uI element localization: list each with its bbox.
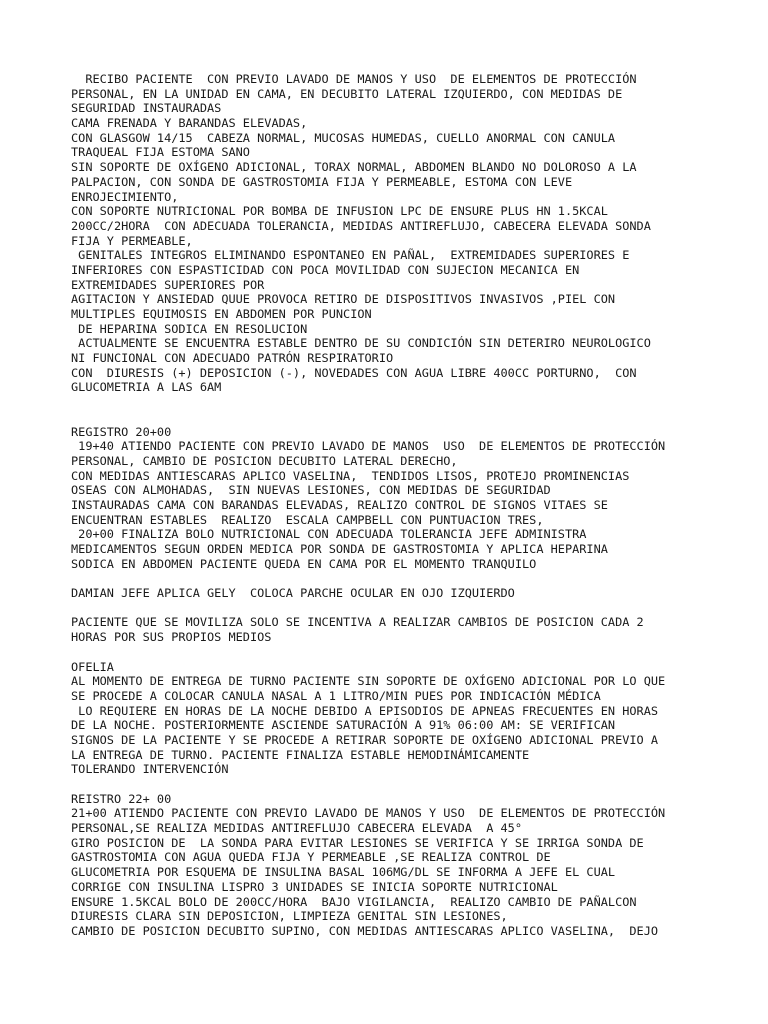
- text-line: DAMIAN JEFE APLICA GELY COLOCA PARCHE OCULAR EN OJO IZQUIERDO: [71, 586, 515, 601]
- text-line: MULTIPLES EQUIMOSIS EN ABDOMEN POR PUNCION: [71, 307, 372, 321]
- text-line: ACTUALMENTE SE ENCUENTRA ESTABLE DENTRO DE SU CONDICIÓN SIN DETERIRO NEUROLOGICO: [71, 336, 651, 351]
- text-line: ENSURE 1.5KCAL BOLO DE 200CC/HORA BAJO VIGILANCIA, REALIZO CAMBIO DE PAÑALCON: [71, 894, 637, 909]
- text-line: CON GLASGOW 14/15 CABEZA NORMAL, MUCOSAS HUMEDAS, CUELLO ANORMAL CON CANULA: [71, 130, 616, 145]
- text-line: OFELIA: [71, 659, 114, 674]
- text-line: SEGURIDAD INSTAURADAS: [71, 101, 222, 116]
- text-line: ENCUENTRAN ESTABLES REALIZO ESCALA CAMPBELL CON PUNTUACION TRES,: [71, 512, 544, 527]
- blank-line: [71, 777, 761, 792]
- text-line: AGITACION Y ANSIEDAD QUUE PROVOCA RETIRO DE DISPOSITIVOS INVASIVOS ,PIEL CON: [71, 292, 616, 307]
- text-line: PALPACION, CON SONDA DE GASTROSTOMIA FIJA Y PERMEABLE, ESTOMA CON LEVE: [71, 174, 573, 189]
- text-line: FIJA Y PERMEABLE,: [71, 233, 193, 248]
- text-line: CAMBIO DE POSICION DECUBITO SUPINO, CON MEDIDAS ANTIESCARAS APLICO VASELINA, DEJO: [71, 923, 659, 938]
- text-line: RECIBO PACIENTE CON PREVIO LAVADO DE MANOS Y USO DE ELEMENTOS DE PROTECCIÓN: [71, 72, 637, 86]
- text-line: SIN SOPORTE DE OXÍGENO ADICIONAL, TORAX NORMAL, ABDOMEN BLANDO NO DOLOROSO A LA: [71, 160, 637, 175]
- text-line: ENROJECIMIENTO,: [71, 189, 179, 204]
- text-line: SIGNOS DE LA PACIENTE Y SE PROCEDE A RETIRAR SOPORTE DE OXÍGENO ADICIONAL PREVIO A: [71, 732, 659, 747]
- text-line: GENITALES INTEGROS ELIMINANDO ESPONTANEO EN PAÑAL, EXTREMIDADES SUPERIORES E: [71, 248, 630, 263]
- text-line: INFERIORES CON ESPASTICIDAD CON POCA MOVILIDAD CON SUJECION MECANICA EN: [71, 262, 580, 277]
- text-line: EXTREMIDADES SUPERIORES POR: [71, 277, 265, 292]
- text-line: 21+00 ATIENDO PACIENTE CON PREVIO LAVADO DE MANOS Y USO DE ELEMENTOS DE PROTECCIÓN: [71, 806, 666, 821]
- text-line: LO REQUIERE EN HORAS DE LA NOCHE DEBIDO A EPISODIOS DE APNEAS FRECUENTES EN HORAS: [71, 703, 659, 718]
- text-line: GLUCOMETRIA A LAS 6AM: [71, 380, 222, 395]
- text-line: CON DIURESIS (+) DEPOSICION (-), NOVEDADES CON AGUA LIBRE 400CC PORTURNO, CON: [71, 365, 637, 380]
- text-line: REGISTRO 20+00: [71, 424, 172, 439]
- text-line: NI FUNCIONAL CON ADECUADO PATRÓN RESPIRATORIO: [71, 351, 394, 366]
- text-line: SODICA EN ABDOMEN PACIENTE QUEDA EN CAMA POR EL MOMENTO TRANQUILO: [71, 556, 537, 571]
- text-line: 20+00 FINALIZA BOLO NUTRICIONAL CON ADECUADA TOLERANCIA JEFE ADMINISTRA: [71, 527, 587, 542]
- text-line: PACIENTE QUE SE MOVILIZA SOLO SE INCENTIVA A REALIZAR CAMBIOS DE POSICION CADA 2: [71, 615, 644, 630]
- nursing-notes-text: [71, 72, 761, 939]
- text-line: AL MOMENTO DE ENTREGA DE TURNO PACIENTE SIN SOPORTE DE OXÍGENO ADICIONAL POR LO QUE: [71, 674, 666, 689]
- text-line: OSEAS CON ALMOHADAS, SIN NUEVAS LESIONES, CON MEDIDAS DE SEGURIDAD: [71, 483, 551, 498]
- blank-line: [71, 395, 761, 410]
- text-line: TOLERANDO INTERVENCIÓN: [71, 762, 229, 777]
- text-line: INSTAURADAS CAMA CON BARANDAS ELEVADAS, REALIZO CONTROL DE SIGNOS VITAES SE: [71, 497, 608, 512]
- text-line: TRAQUEAL FIJA ESTOMA SANO: [71, 145, 250, 160]
- text-line: SE PROCEDE A COLOCAR CANULA NASAL A 1 LITRO/MIN PUES POR INDICACIÓN MÉDICA: [71, 688, 601, 703]
- text-line: 200CC/2HORA CON ADECUADA TOLERANCIA, MEDIDAS ANTIREFLUJO, CABECERA ELEVADA SONDA: [71, 218, 651, 233]
- blank-line: [71, 645, 761, 660]
- blank-line: [71, 571, 761, 586]
- blank-line: [71, 410, 761, 425]
- text-line: DE LA NOCHE. POSTERIORMENTE ASCIENDE SATURACIÓN A 91% 06:00 AM: SE VERIFICAN: [71, 718, 616, 733]
- text-line: GASTROSTOMIA CON AGUA QUEDA FIJA Y PERMEABLE ,SE REALIZA CONTROL DE: [71, 850, 551, 865]
- text-line: GLUCOMETRIA POR ESQUEMA DE INSULINA BASAL 106MG/DL SE INFORMA A JEFE EL CUAL: [71, 865, 616, 880]
- text-line: HORAS POR SUS PROPIOS MEDIOS: [71, 630, 272, 645]
- text-line: 19+40 ATIENDO PACIENTE CON PREVIO LAVADO DE MANOS USO DE ELEMENTOS DE PROTECCIÓN: [71, 439, 666, 454]
- text-line: DIURESIS CLARA SIN DEPOSICION, LIMPIEZA GENITAL SIN LESIONES,: [71, 909, 508, 924]
- text-line: CON MEDIDAS ANTIESCARAS APLICO VASELINA, TENDIDOS LISOS, PROTEJO PROMINENCIAS: [71, 468, 630, 483]
- text-line: MEDICAMENTOS SEGUN ORDEN MEDICA POR SONDA DE GASTROSTOMIA Y APLICA HEPARINA: [71, 542, 608, 556]
- text-line: REISTRO 22+ 00: [71, 791, 172, 806]
- text-line: GIRO POSICION DE LA SONDA PARA EVITAR LESIONES SE VERIFICA Y SE IRRIGA SONDA DE: [71, 835, 644, 850]
- blank-line: [71, 601, 761, 616]
- text-line: DE HEPARINA SODICA EN RESOLUCION: [71, 321, 308, 336]
- text-line: CORRIGE CON INSULINA LISPRO 3 UNIDADES SE INICIA SOPORTE NUTRICIONAL: [71, 879, 558, 894]
- text-line: CON SOPORTE NUTRICIONAL POR BOMBA DE INFUSION LPC DE ENSURE PLUS HN 1.5KCAL: [71, 204, 608, 219]
- text-line: CAMA FRENADA Y BARANDAS ELEVADAS,: [71, 116, 308, 131]
- text-line: PERSONAL, EN LA UNIDAD EN CAMA, EN DECUBITO LATERAL IZQUIERDO, CON MEDIDAS DE: [71, 86, 623, 101]
- text-line: PERSONAL,SE REALIZA MEDIDAS ANTIREFLUJO CABECERA ELEVADA A 45°: [71, 821, 523, 836]
- text-line: PERSONAL, CAMBIO DE POSICION DECUBITO LATERAL DERECHO,: [71, 453, 458, 468]
- text-line: LA ENTREGA DE TURNO. PACIENTE FINALIZA ESTABLE HEMODINÁMICAMENTE: [71, 747, 530, 762]
